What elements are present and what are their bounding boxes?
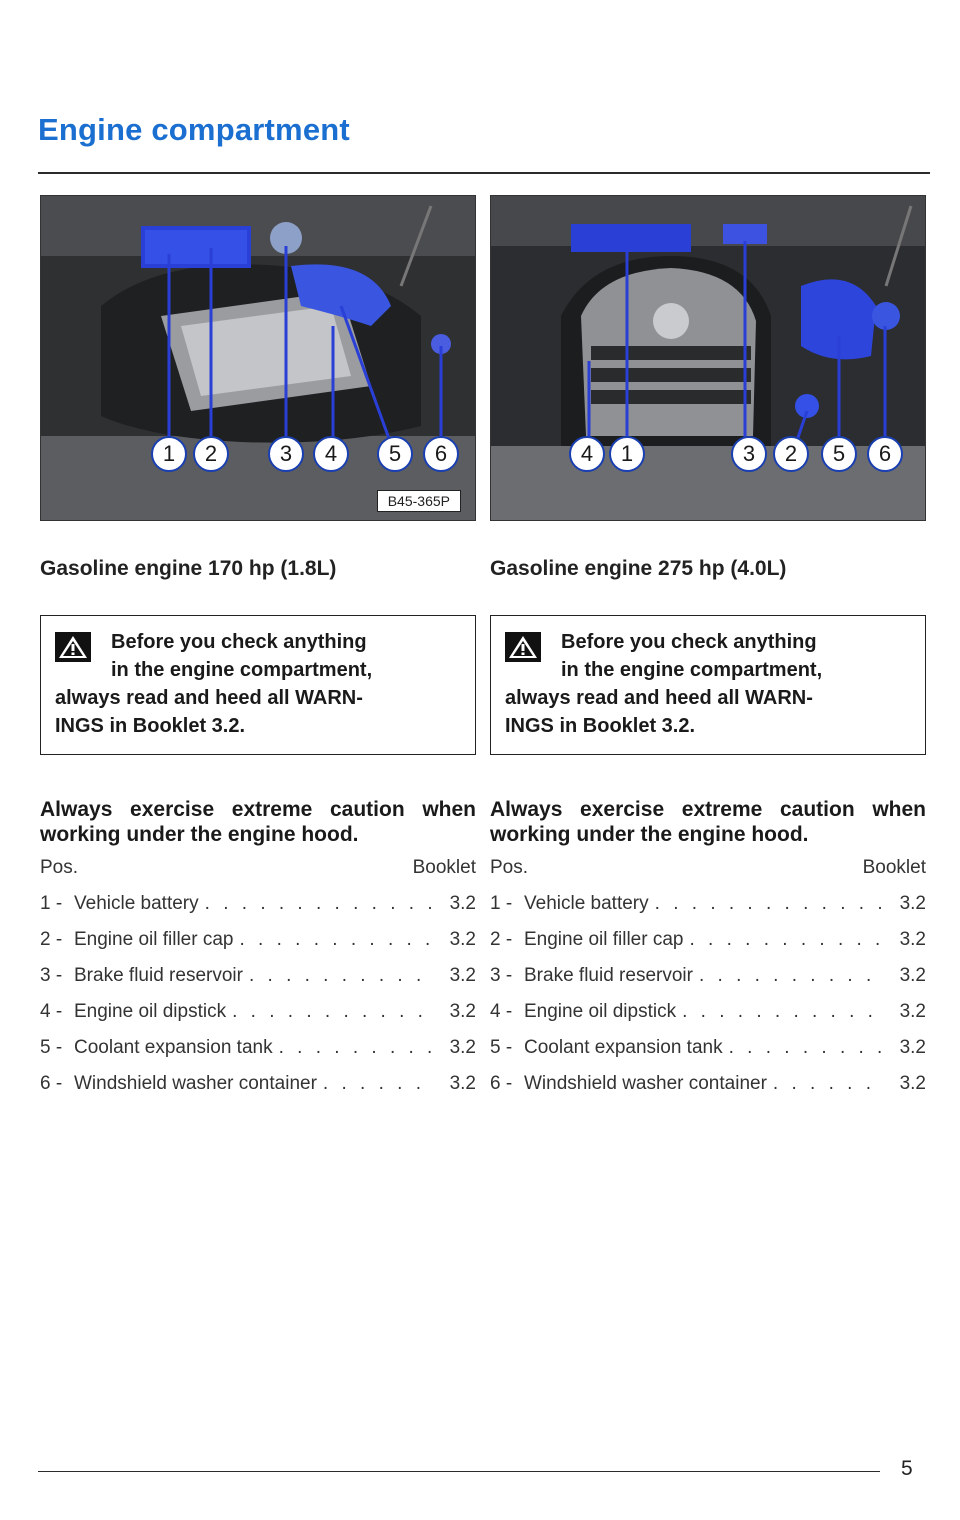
item-booklet: 3.2 <box>449 965 476 986</box>
item-label: Windshield washer container <box>74 1073 317 1094</box>
column-header-pos: Pos. <box>40 857 79 878</box>
item-booklet: 3.2 <box>899 893 926 914</box>
item-booklet: 3.2 <box>449 929 476 950</box>
list-item <box>40 1073 476 1095</box>
callout-marker: 1 <box>609 436 645 472</box>
column-header-booklet: Booklet <box>862 857 926 878</box>
item-label: Engine oil filler cap <box>524 929 684 950</box>
item-booklet: 3.2 <box>899 1037 926 1058</box>
warning-triangle-icon <box>505 632 541 662</box>
page-title: Engine compartment <box>38 112 350 147</box>
callout-marker: 6 <box>423 436 459 472</box>
list-item <box>490 929 926 951</box>
item-number: 4 - <box>40 1001 63 1022</box>
item-number: 4 - <box>490 1001 513 1022</box>
footer-rule <box>38 1471 880 1472</box>
item-label: Brake fluid reservoir <box>74 965 243 986</box>
list-item <box>490 893 926 915</box>
leader-dots <box>729 1037 886 1059</box>
list-item <box>40 893 476 915</box>
leader-dots <box>249 965 436 987</box>
item-number: 2 - <box>490 929 513 950</box>
leader-dots <box>232 1001 436 1023</box>
item-number: 2 - <box>40 929 63 950</box>
warning-text-line: always read and heed all WARN- <box>55 687 363 709</box>
position-table-header <box>40 857 476 879</box>
callout-marker: 4 <box>313 436 349 472</box>
item-booklet: 3.2 <box>899 965 926 986</box>
item-label: Brake fluid reservoir <box>524 965 693 986</box>
list-item <box>40 965 476 987</box>
leader-dots <box>689 929 886 951</box>
callout-marker: 2 <box>193 436 229 472</box>
item-number: 3 - <box>490 965 513 986</box>
title-rule <box>38 172 930 174</box>
warning-text-line: in the engine compartment, <box>111 659 373 681</box>
item-label: Vehicle battery <box>74 893 199 914</box>
item-number: 5 - <box>490 1037 513 1058</box>
column-header-pos: Pos. <box>490 857 529 878</box>
callout-row <box>491 436 925 476</box>
engine-photo-1-8l <box>40 195 476 521</box>
leader-dots <box>682 1001 886 1023</box>
page-number: 5 <box>901 1457 913 1480</box>
leader-dots <box>239 929 436 951</box>
list-item <box>40 929 476 951</box>
list-item <box>490 1073 926 1095</box>
leader-dots <box>655 893 886 915</box>
item-number: 6 - <box>40 1073 63 1094</box>
item-booklet: 3.2 <box>449 1001 476 1022</box>
engine-photo-4-0l <box>490 195 926 521</box>
list-item <box>40 1001 476 1023</box>
item-number: 5 - <box>40 1037 63 1058</box>
caution-heading: Always exercise extreme caution when working under the engine hood. <box>490 798 926 846</box>
item-booklet: 3.2 <box>449 1073 476 1094</box>
leader-dots <box>205 893 436 915</box>
warning-box <box>40 615 476 755</box>
left-column <box>40 195 476 1095</box>
warning-text-line: Before you check anything <box>111 631 367 653</box>
item-booklet: 3.2 <box>449 893 476 914</box>
list-item <box>490 1037 926 1059</box>
warning-triangle-icon <box>55 632 91 662</box>
item-booklet: 3.2 <box>899 1001 926 1022</box>
item-number: 3 - <box>40 965 63 986</box>
list-item <box>490 1001 926 1023</box>
callout-marker: 6 <box>867 436 903 472</box>
callout-marker: 2 <box>773 436 809 472</box>
warning-text-line: in the engine compartment, <box>561 659 823 681</box>
item-booklet: 3.2 <box>449 1037 476 1058</box>
callout-marker: 3 <box>268 436 304 472</box>
callout-marker: 5 <box>377 436 413 472</box>
leader-dots <box>323 1073 436 1095</box>
leader-dots <box>773 1073 886 1095</box>
callout-row <box>41 436 475 476</box>
item-number: 1 - <box>40 893 63 914</box>
warning-box <box>490 615 926 755</box>
right-column <box>490 195 926 1095</box>
figure-caption: Gasoline engine 170 hp (1.8L) <box>40 557 337 580</box>
list-item <box>40 1037 476 1059</box>
image-code: B45-365P <box>377 490 461 512</box>
item-booklet: 3.2 <box>899 1073 926 1094</box>
item-label: Windshield washer container <box>524 1073 767 1094</box>
warning-text-line: INGS in Booklet 3.2. <box>505 715 696 737</box>
callout-marker: 5 <box>821 436 857 472</box>
item-label: Engine oil filler cap <box>74 929 234 950</box>
item-label: Engine oil dipstick <box>74 1001 227 1022</box>
column-header-booklet: Booklet <box>412 857 476 878</box>
callout-marker: 1 <box>151 436 187 472</box>
leader-dots <box>279 1037 436 1059</box>
item-label: Coolant expansion tank <box>74 1037 273 1058</box>
item-label: Vehicle battery <box>524 893 649 914</box>
callout-marker: 4 <box>569 436 605 472</box>
warning-text-line: INGS in Booklet 3.2. <box>55 715 246 737</box>
item-label: Engine oil dipstick <box>524 1001 677 1022</box>
item-booklet: 3.2 <box>899 929 926 950</box>
warning-text-line: Before you check anything <box>561 631 817 653</box>
item-number: 1 - <box>490 893 513 914</box>
caution-heading: Always exercise extreme caution when working under the engine hood. <box>40 798 476 846</box>
item-number: 6 - <box>490 1073 513 1094</box>
list-item <box>490 965 926 987</box>
callout-marker: 3 <box>731 436 767 472</box>
warning-text-line: always read and heed all WARN- <box>505 687 813 709</box>
item-label: Coolant expansion tank <box>524 1037 723 1058</box>
leader-dots <box>699 965 886 987</box>
figure-caption: Gasoline engine 275 hp (4.0L) <box>490 557 787 580</box>
position-table-header <box>490 857 926 879</box>
